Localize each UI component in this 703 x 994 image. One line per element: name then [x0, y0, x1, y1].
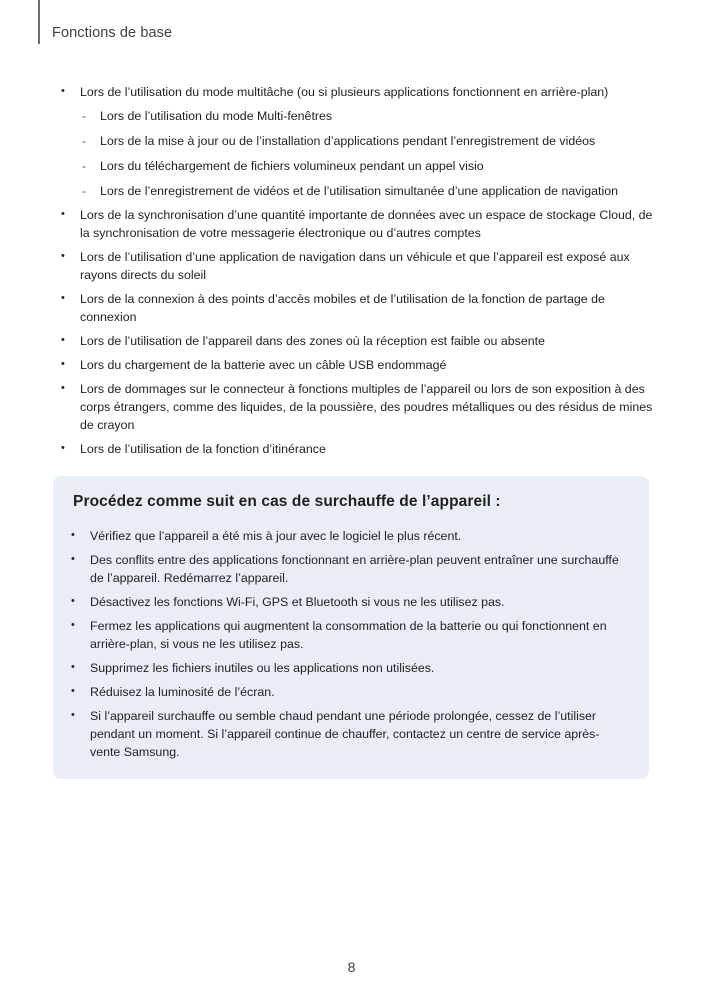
overheating-causes-list [58, 83, 658, 464]
bullet-icon: • [61, 334, 65, 346]
sub-list-item [80, 132, 658, 150]
tip-item [68, 551, 628, 587]
tip-item-text: Désactivez les fonctions Wi-Fi, GPS et Bluetooth si vous ne les utilisez pas. [90, 595, 505, 609]
header-rule [38, 0, 40, 44]
sub-list-item [80, 157, 658, 175]
list-item-text: Lors de l’utilisation du mode multitâche (ou si plusieurs applications fonctionnent en arrière-plan) [80, 85, 609, 99]
bullet-icon: • [61, 442, 65, 454]
dash-icon: - [82, 184, 87, 198]
bullet-icon: • [61, 382, 65, 394]
tip-item-text: Réduisez la luminosité de l’écran. [90, 685, 275, 699]
tip-item [68, 659, 628, 677]
tip-item [68, 593, 628, 611]
list-item-text: Lors de l’utilisation de l’appareil dans des zones où la réception est faible ou absente [80, 334, 545, 348]
list-item-text: Lors de la connexion à des points d’accès mobiles et de l’utilisation de la fonction de partage de connexion [80, 292, 605, 324]
tip-item-text: Des conflits entre des applications fonctionnant en arrière-plan peuvent entraîner une surchauffe de l’appareil. Redémarrez l’appareil. [90, 553, 619, 585]
list-item-text: Lors de dommages sur le connecteur à fonctions multiples de l’appareil ou lors de son exposition à des corps étrangers, comme des liquides, de la poussière, des poudres métalliques ou des résidus de mines de crayon [80, 382, 653, 432]
list-item [58, 440, 658, 458]
list-item-text: Lors de la synchronisation d’une quantité importante de données avec un espace de stockage Cloud, de la synchronisation de votre messagerie électronique ou d’autres comptes [80, 208, 653, 240]
sub-list-item-text: Lors de la mise à jour ou de l’installation d’applications pendant l’enregistrement de vidéos [100, 134, 596, 148]
list-item [58, 290, 658, 326]
multitask-sub-list [80, 107, 658, 200]
page-number: 8 [347, 959, 356, 975]
bullet-icon: • [71, 685, 75, 697]
tip-item [68, 617, 628, 653]
list-item [58, 356, 658, 374]
list-item [58, 380, 658, 434]
bullet-icon: • [71, 619, 75, 631]
bullet-icon: • [71, 709, 75, 721]
bullet-icon: • [61, 85, 65, 97]
tip-item-text: Supprimez les fichiers inutiles ou les applications non utilisées. [90, 661, 435, 675]
tip-item-text: Vérifiez que l’appareil a été mis à jour avec le logiciel le plus récent. [90, 529, 462, 543]
overheating-tips-box [53, 476, 649, 779]
list-item-text: Lors de l’utilisation de la fonction d’itinérance [80, 442, 326, 456]
list-item [58, 248, 658, 284]
sub-list-item-text: Lors de l’utilisation du mode Multi-fenêtres [100, 109, 333, 123]
tip-item [68, 707, 628, 761]
sub-list-item [80, 182, 658, 200]
sub-list-item-text: Lors de l’enregistrement de vidéos et de l’utilisation simultanée d’une application de navigation [100, 184, 618, 198]
tip-item [68, 683, 628, 701]
sub-list-item-text: Lors du téléchargement de fichiers volumineux pendant un appel visio [100, 159, 484, 173]
list-item [58, 206, 658, 242]
bullet-icon: • [61, 358, 65, 370]
list-item-text: Lors du chargement de la batterie avec un câble USB endommagé [80, 358, 447, 372]
tip-item [68, 527, 628, 545]
bullet-icon: • [71, 595, 75, 607]
dash-icon: - [82, 109, 87, 123]
bullet-icon: • [61, 208, 65, 220]
tips-list [68, 527, 628, 767]
sub-list-item [80, 107, 658, 125]
list-item-text: Lors de l’utilisation d’une application de navigation dans un véhicule et que l’appareil est exposé aux rayons directs du soleil [80, 250, 630, 282]
tips-title: Procédez comme suit en cas de surchauffe de l’appareil : [73, 493, 501, 510]
dash-icon: - [82, 134, 87, 148]
list-item [58, 332, 658, 350]
tip-item-text: Si l’appareil surchauffe ou semble chaud pendant une période prolongée, cessez de l’utiliser pendant un moment. Si l’appareil continue de chauffer, contactez un centre de service après-vente Samsung. [90, 709, 600, 759]
bullet-icon: • [71, 661, 75, 673]
bullet-icon: • [71, 553, 75, 565]
bullet-icon: • [71, 529, 75, 541]
section-title: Fonctions de base [52, 25, 173, 41]
list-item [58, 83, 658, 200]
bullet-icon: • [61, 292, 65, 304]
dash-icon: - [82, 159, 87, 173]
bullet-icon: • [61, 250, 65, 262]
tip-item-text: Fermez les applications qui augmentent la consommation de la batterie ou qui fonctionnent en arrière-plan, si vous ne les utilisez pas. [90, 619, 607, 651]
